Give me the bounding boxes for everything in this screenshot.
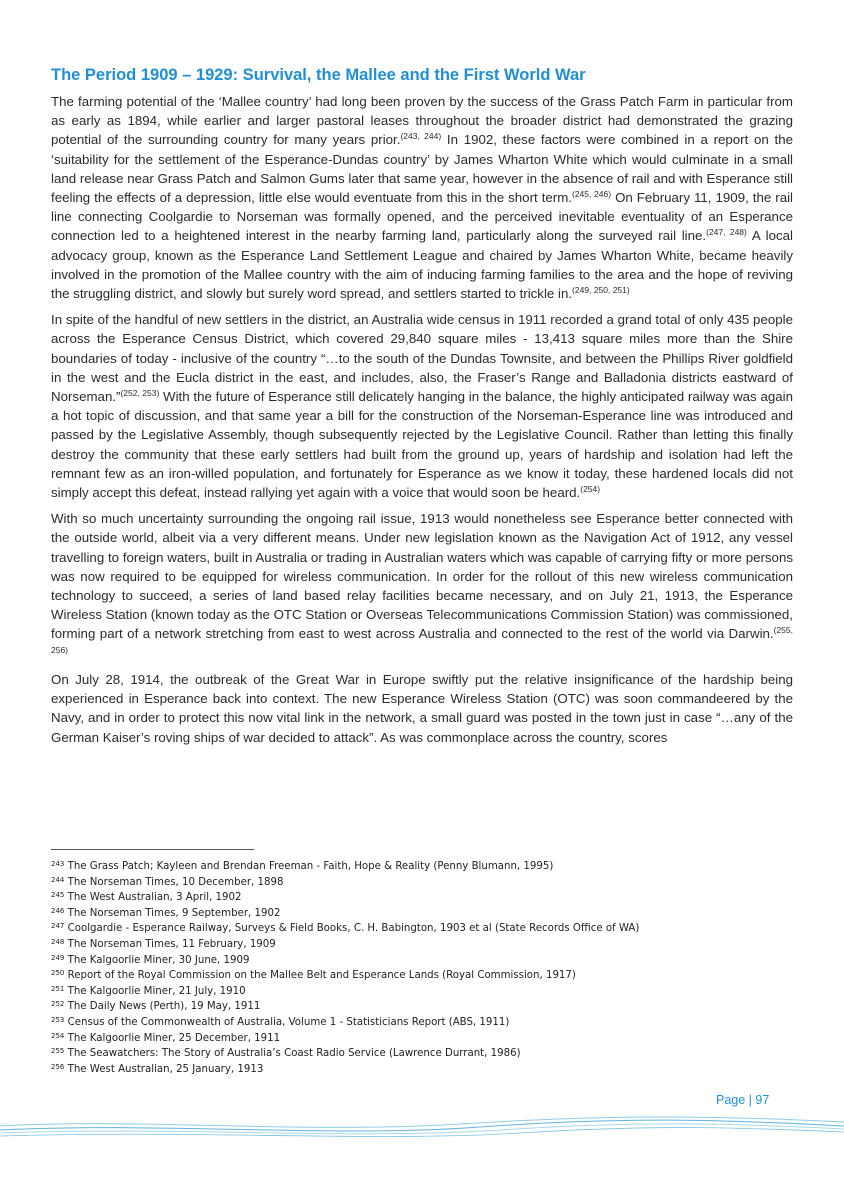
- paragraph-text: The farming potential of the ‘Mallee country’ had long been proven by the success of the Grass Patch Farm in particular from as early as 1894, while earlier and larger pastoral leases throughout the broader district had demonstrated the grazing potential of the surrounding country for many years prior.: [51, 94, 793, 148]
- footnote-text: The Daily News (Perth), 19 May, 1911: [64, 1001, 261, 1013]
- footnote-number: 248: [51, 937, 65, 946]
- footnote-text: Census of the Commonwealth of Australia, Volume 1 - Statisticians Report (ABS, 1911): [64, 1016, 510, 1028]
- page-number: Page | 97: [716, 1093, 770, 1107]
- paragraph-text: On July 28, 1914, the outbreak of the Great War in Europe swiftly put the relative insignificance of the hardship being experienced in Esperance back into context. The new Esperance Wireless Station (OTC) was soon commandeered by the Navy, and in order to protect this now vital link in the network, a small guard was posted in the town just in case “…any of the German Kaiser’s roving ships of war decided to attack”. As was commonplace across the country, scores: [51, 671, 793, 745]
- citation-reference: (254): [580, 484, 601, 495]
- page-content: [51, 66, 793, 754]
- section-heading: The Period 1909 – 1929: Survival, the Mallee and the First World War: [51, 66, 586, 84]
- footnote-number: 254: [51, 1031, 65, 1040]
- paragraph-text: On February 11, 1909, the rail line connecting Coolgardie to Norseman was formally opened, and the perceived inevitable eventuality of an Esperance connection led to a heightened interest in the nearby farming land, particularly along the surveyed rail line.: [51, 190, 793, 244]
- footnote-number: 256: [51, 1062, 65, 1071]
- footnote-item: [51, 1046, 793, 1062]
- paragraph-text: In spite of the handful of new settlers in the district, an Australia wide census in 1911 recorded a grand total of only 435 people across the Esperance Census District, which covered 29,840 square miles - 13,413 square miles more than the Shire boundaries of today - inclusive of the country “…to the south of the Dundas Townsite, and between the Phillips River goldfield in the west and the Eucla district in the east, and includes, also, the Fraser’s Range and Balladonia districts eastward of Norseman.”: [51, 312, 793, 405]
- footnote-text: The Norseman Times, 10 December, 1898: [64, 876, 284, 888]
- body-text: [51, 92, 793, 747]
- footnote-item: [51, 999, 793, 1015]
- footnote-text: The West Australian, 25 January, 1913: [64, 1063, 264, 1075]
- footnote-number: 244: [51, 875, 65, 884]
- footnote-item: [51, 890, 793, 906]
- footnote-text: The Grass Patch; Kayleen and Brendan Freeman - Faith, Hope & Reality (Penny Blumann, 1995): [64, 861, 554, 872]
- footnote-number: 250: [51, 969, 65, 978]
- footer-wave-decoration: [0, 1108, 844, 1148]
- footnote-text: The Seawatchers: The Story of Australia’s Coast Radio Service (Lawrence Durrant, 1986): [64, 1048, 521, 1060]
- citation-reference: (247, 248): [706, 227, 747, 238]
- body-paragraph: [51, 310, 793, 502]
- footnote-number: 245: [51, 891, 65, 900]
- footnote-number: 255: [51, 1047, 65, 1056]
- footnote-number: 243: [51, 860, 65, 868]
- paragraph-text: In 1902, these factors were combined in a report on the ‘suitability for the settlement of the Esperance-Dundas country’ by James Wharton White which would culminate in a small land release near Grass Patch and Salmon Gums later that same year, however in the absence of rail and with Esperance still feeling the effects of a depression, little else would eventuate from this in the short term.: [51, 132, 793, 206]
- footnote-item: [51, 1062, 793, 1078]
- body-paragraph: [51, 509, 793, 663]
- footnote-item: [51, 906, 793, 922]
- paragraph-text: A local advocacy group, known as the Esperance Land Settlement League and chaired by James Wharton White, became heavily involved in the promotion of the Mallee country with the aim of inducing farming families to the area and the hope of reviving the struggling district, and slowly but surely word spread, and settlers started to trickle in.: [51, 228, 793, 302]
- citation-reference: (245, 246): [572, 189, 612, 200]
- footnote-item: [51, 953, 793, 969]
- footnote-text: Coolgardie - Esperance Railway, Surveys & Field Books, C. H. Babington, 1903 et al (State Records Office of WA): [64, 923, 640, 935]
- footnote-number: 251: [51, 984, 65, 993]
- footnotes: [51, 859, 793, 1077]
- footnote-text: The Norseman Times, 11 February, 1909: [64, 938, 276, 950]
- footnote-item: [51, 1031, 793, 1047]
- footnote-text: The West Australian, 3 April, 1902: [64, 892, 242, 904]
- footnote-number: 253: [51, 1015, 65, 1024]
- footnote-item: [51, 1015, 793, 1031]
- citation-reference: (249, 250, 251): [572, 285, 630, 296]
- footnote-text: The Kalgoorlie Miner, 21 July, 1910: [64, 985, 246, 997]
- footnote-item: [51, 859, 793, 875]
- body-paragraph: [51, 670, 793, 747]
- footnote-text: Report of the Royal Commission on the Mallee Belt and Esperance Lands (Royal Commission, 1917): [64, 970, 576, 982]
- footnote-divider: [51, 849, 254, 850]
- footnote-text: The Kalgoorlie Miner, 25 December, 1911: [64, 1032, 281, 1044]
- footnote-item: [51, 921, 793, 937]
- footnote-text: The Kalgoorlie Miner, 30 June, 1909: [64, 954, 250, 966]
- footnote-item: [51, 937, 793, 953]
- citation-reference: (252, 253): [120, 388, 160, 399]
- footnote-item: [51, 875, 793, 891]
- footnote-number: 246: [51, 906, 65, 915]
- footnote-text: The Norseman Times, 9 September, 1902: [64, 907, 281, 919]
- footnote-number: 252: [51, 1000, 65, 1009]
- paragraph-text: With the future of Esperance still delicately hanging in the balance, the highly anticipated railway was again a hot topic of discussion, and that same year a bill for the construction of the Norseman-Esperance line was introduced and passed by the Legislative Assembly, though subsequently rejected by the Legislative Council. Rather than letting this finally destroy the community that these early settlers had built from the ground up, years of hardship and isolation had left the remnant few as an iron-willed population, and fortunately for Esperance as we know it today, these hardened locals did not simply accept this defeat, instead rallying yet again with a voice that would soon be heard.: [51, 389, 793, 501]
- citation-reference: (255, 256): [51, 625, 793, 655]
- footnote-number: 249: [51, 953, 65, 962]
- footnote-number: 247: [51, 922, 65, 931]
- paragraph-text: With so much uncertainty surrounding the ongoing rail issue, 1913 would nonetheless see Esperance better connected with the outside world, albeit via a very different means. Under new legislation known as the Navigation Act of 1912, any vessel travelling to foreign waters, built in Australia or trading in Australian waters which was capable of carrying fifty or more persons was now required to be equipped for wireless communication. In order for the rollout of this new wireless communication technology to succeed, a series of land based relay facilities became necessary, and on July 21, 1913, the Esperance Wireless Station (known today as the OTC Station or Overseas Telecommunications Commission Station) was commissioned, forming part of a network stretching from east to west across Australia and connected to the rest of the world via Darwin.: [51, 511, 793, 642]
- footnote-item: [51, 984, 793, 1000]
- footnote-item: [51, 968, 793, 984]
- citation-reference: (243, 244): [400, 131, 442, 142]
- body-paragraph: [51, 92, 793, 303]
